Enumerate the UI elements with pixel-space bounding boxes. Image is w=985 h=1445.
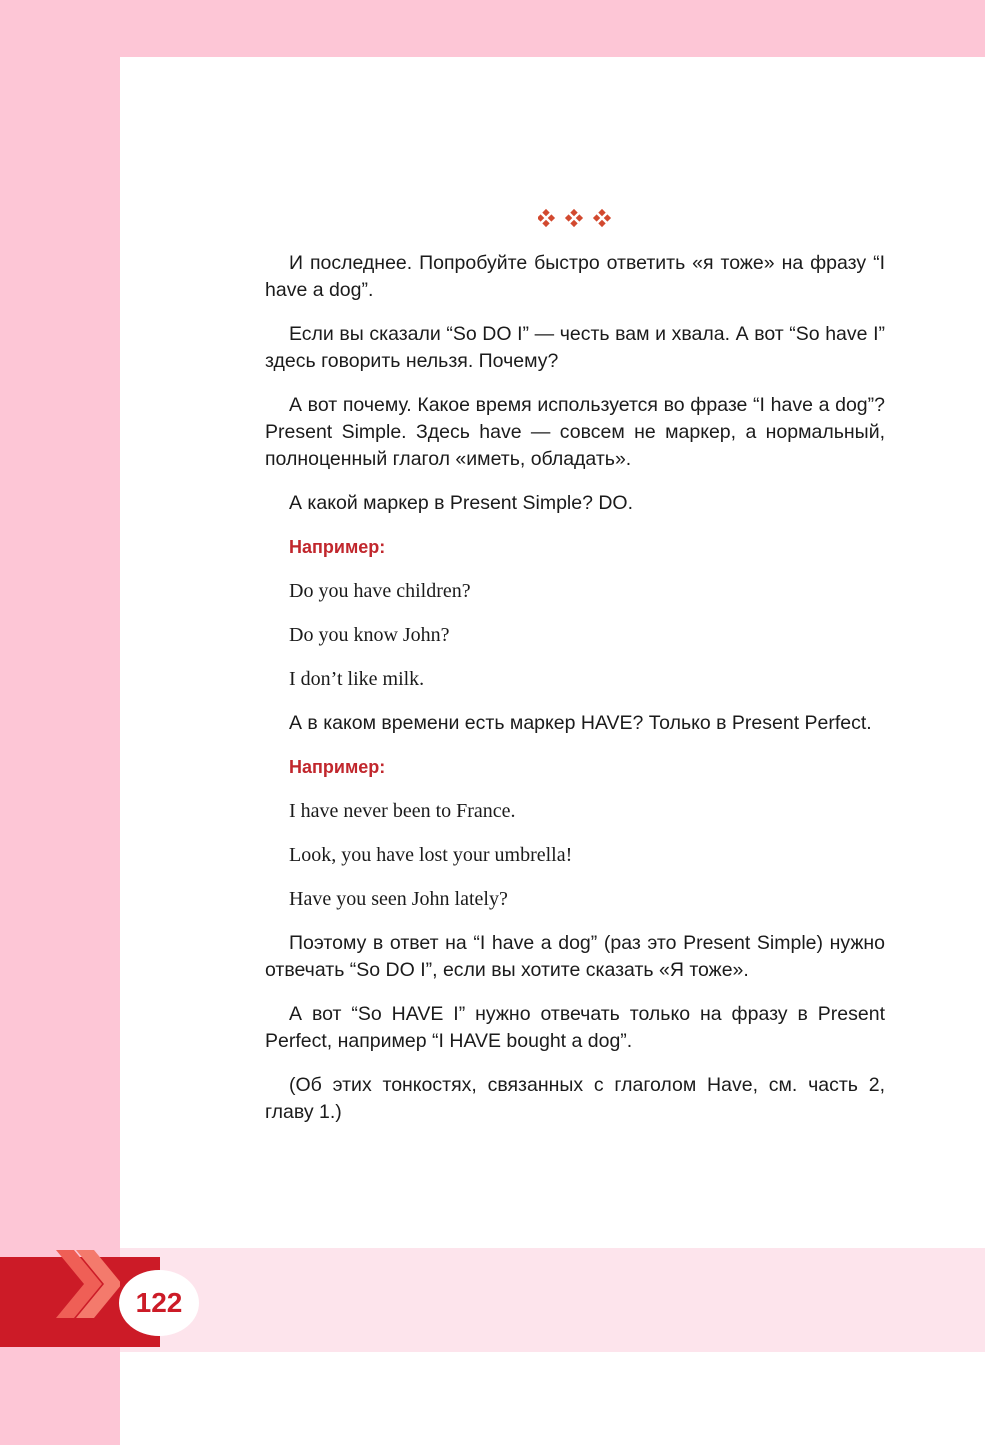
paragraph: (Об этих тонкостях, связанных с глаголом Have, см. часть 2, главу 1.) (265, 1074, 885, 1123)
paragraph: Поэтому в ответ на “I have a dog” (раз это Present Simple) нужно отвечать “So DO I”, если вы хотите сказать «Я тоже». (265, 932, 885, 981)
paragraph: А вот “So HAVE I” нужно отвечать только на фразу в Present Perfect, например “I HAVE bought a dog”. (265, 1003, 885, 1052)
example-sentence: I don’t like milk. (289, 668, 425, 690)
example-sentence: Do you know John? (289, 624, 450, 646)
example-sentence: Do you have children? (289, 580, 471, 602)
diamond-cluster-icon (538, 205, 618, 231)
paragraph: А какой маркер в Present Simple? DO. (289, 492, 634, 514)
example-sentence: I have never been to France. (289, 800, 516, 822)
example-sentence: Look, you have lost your umbrella! (289, 844, 573, 866)
double-chevron-icon (50, 1248, 120, 1320)
footer-band (120, 1248, 985, 1352)
example-label: Например: (289, 757, 386, 777)
page-number: 122 (119, 1270, 199, 1336)
paragraph: Если вы сказали “So DO I” — честь вам и хвала. А вот “So have I” здесь говорить нельзя. Почему? (265, 323, 885, 372)
paragraph: А вот почему. Какое время используется во фразе “I have a dog”? Present Simple. Здесь have — совсем не маркер, а нормальный, полноценный глагол «иметь, обладать». (265, 394, 885, 470)
paragraph: И последнее. Попробуйте быстро ответить «я тоже» на фразу “I have a dog”. (265, 252, 885, 301)
example-sentence: Have you seen John lately? (289, 888, 508, 910)
paragraph: А в каком времени есть маркер HAVE? Только в Present Perfect. (289, 712, 872, 734)
page-content (265, 250, 885, 1143)
example-label: Например: (289, 537, 386, 557)
